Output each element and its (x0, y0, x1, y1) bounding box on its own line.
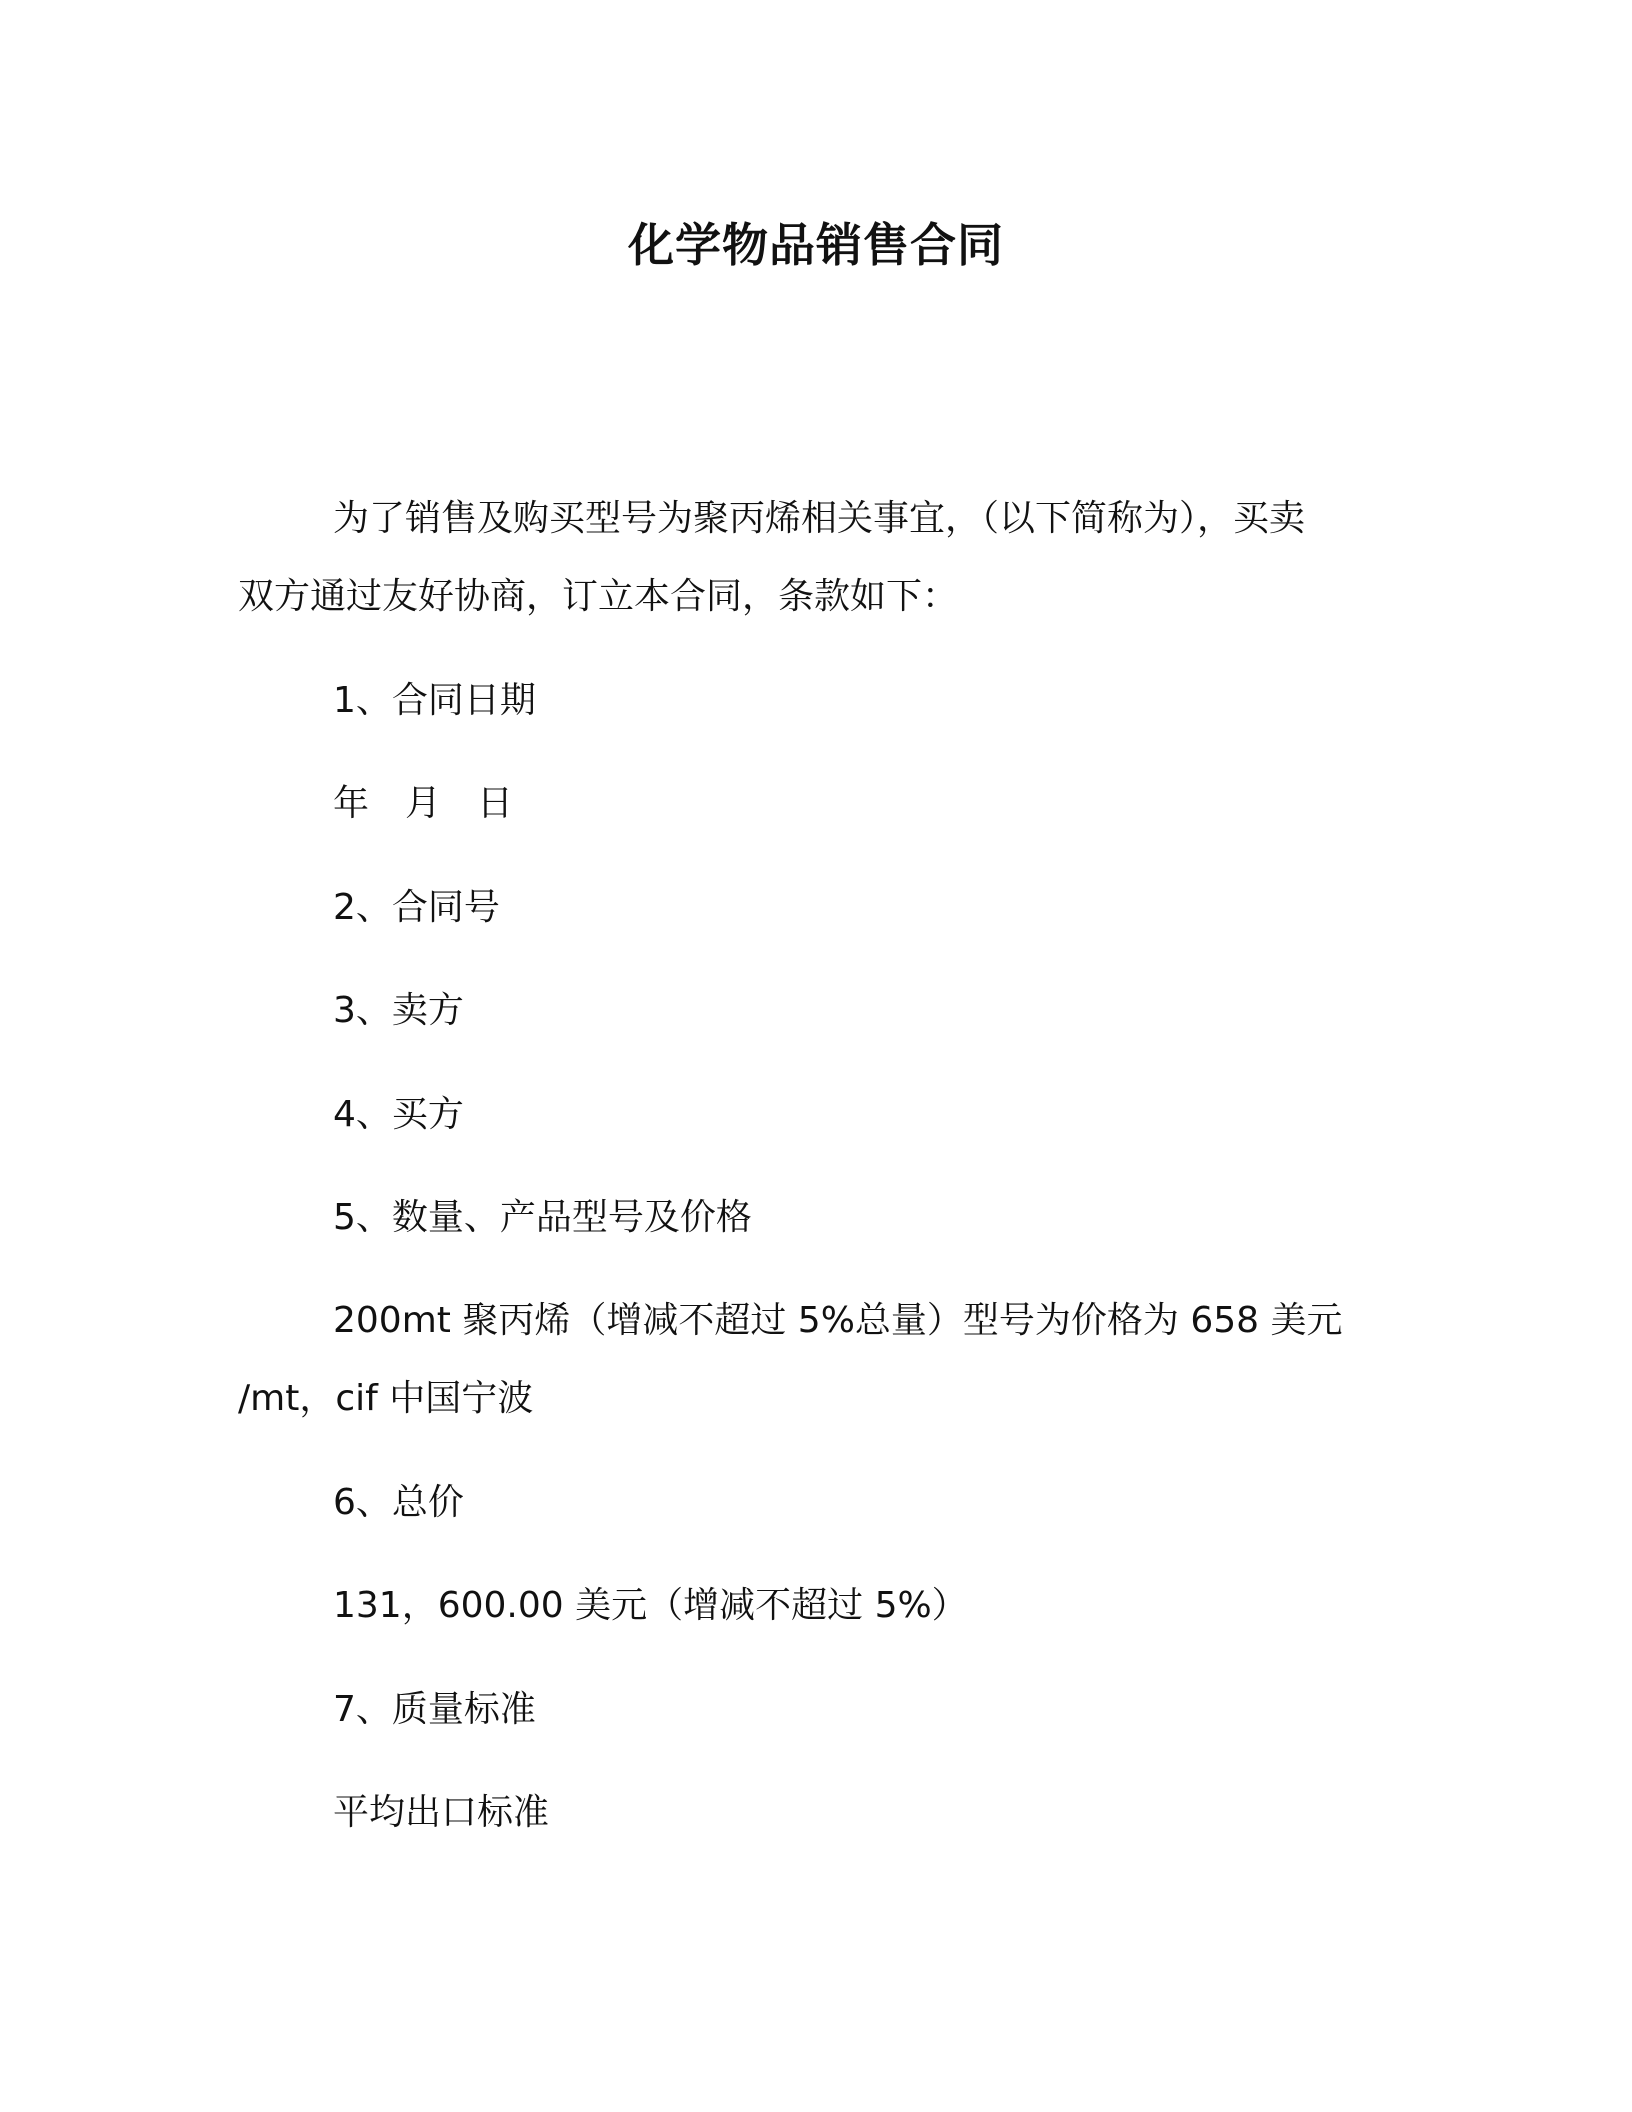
intro-paragraph-line-1: 为了销售及购买型号为聚丙烯相关事宜，（以下简称为），买卖 (333, 498, 1306, 539)
clause-heading-quality-standard: 7、质量标准 (333, 1689, 536, 1730)
clause-body-date-placeholder: 年 月 日 (333, 783, 514, 824)
clause-heading-buyer: 4、买方 (333, 1094, 464, 1135)
document-title: 化学物品销售合同 (628, 218, 1004, 272)
clause-body-quantity-line-1: 200mt 聚丙烯（增减不超过 5%总量）型号为价格为 658 美元 (333, 1300, 1343, 1341)
clause-body-quantity-line-2: /mt，cif 中国宁波 (238, 1378, 534, 1419)
clause-heading-seller: 3、卖方 (333, 990, 464, 1031)
clause-body-quality-standard: 平均出口标准 (333, 1792, 550, 1833)
intro-paragraph-line-2: 双方通过友好协商，订立本合同，条款如下： (238, 576, 959, 617)
clause-heading-total-price: 6、总价 (333, 1482, 464, 1523)
clause-heading-contract-number: 2、合同号 (333, 887, 500, 928)
clause-heading-quantity-model-price: 5、数量、产品型号及价格 (333, 1197, 752, 1238)
clause-body-total-price: 131，600.00 美元（增减不超过 5%） (333, 1585, 968, 1626)
clause-heading-contract-date: 1、合同日期 (333, 680, 536, 721)
